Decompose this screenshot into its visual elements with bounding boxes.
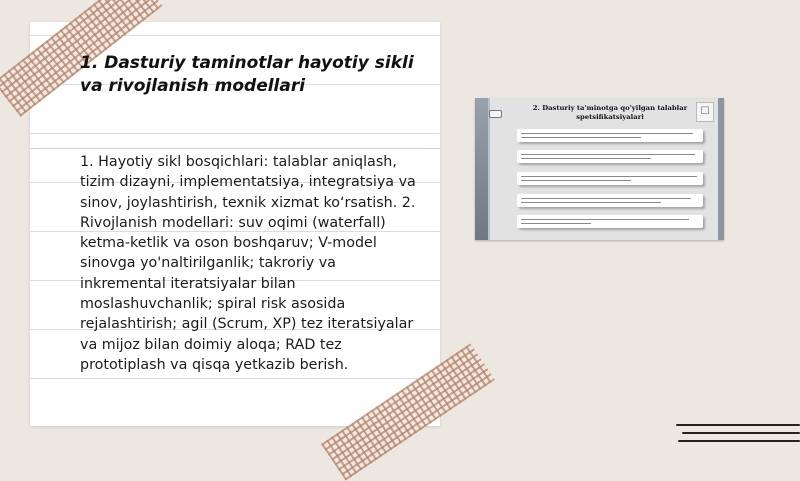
thumbnail-text-box xyxy=(517,172,703,185)
slide-body-text: 1. Hayotiy sikl bosqichlari: talablar aniqlash, tizim dizayni, implementatsiya, integratsiya va sinov, joylashtirish, texnik xizmat koʻrsatish. 2. Rivojlanish modellari: suv oqimi (waterfall) ketma-ketlik va oson boshqaruv; V-model sinovga yo'naltirilganlik; takroriy va inkremental iteratsiyalar bilan moslashuvchanlik; spiral risk asosida rejalashtirish; agil (Scrum, XP) tez iteratsiyalar va mijoz bilan doimiy aloqa; RAD tez prototiplash va qisqa yetkazib berish. xyxy=(80,154,416,373)
thumbnail-text-box xyxy=(517,150,703,163)
thumbnail-left-bar xyxy=(475,98,488,240)
thumbnail-emblem-icon: ☐ xyxy=(696,102,714,122)
slide-title: 1. Dasturiy taminotlar hayotiy sikli va rivojlanish modellari xyxy=(80,53,414,96)
thumbnail-right-bar xyxy=(718,98,724,240)
thumbnail-title: 2. Dasturiy ta'minotga qo'yilgan talablar spetsifikatsiyalari xyxy=(532,104,688,121)
thumbnail-text-box xyxy=(517,215,703,228)
thumbnail-text-box xyxy=(517,129,703,142)
decorative-line xyxy=(682,432,800,434)
thumbnail-text-box xyxy=(517,194,703,207)
thumbnail-logo-icon xyxy=(489,110,502,118)
decorative-line xyxy=(676,424,800,426)
decorative-line xyxy=(678,440,800,442)
thumbnail-left-edge xyxy=(488,98,490,240)
slide-thumbnail[interactable] xyxy=(475,98,724,240)
